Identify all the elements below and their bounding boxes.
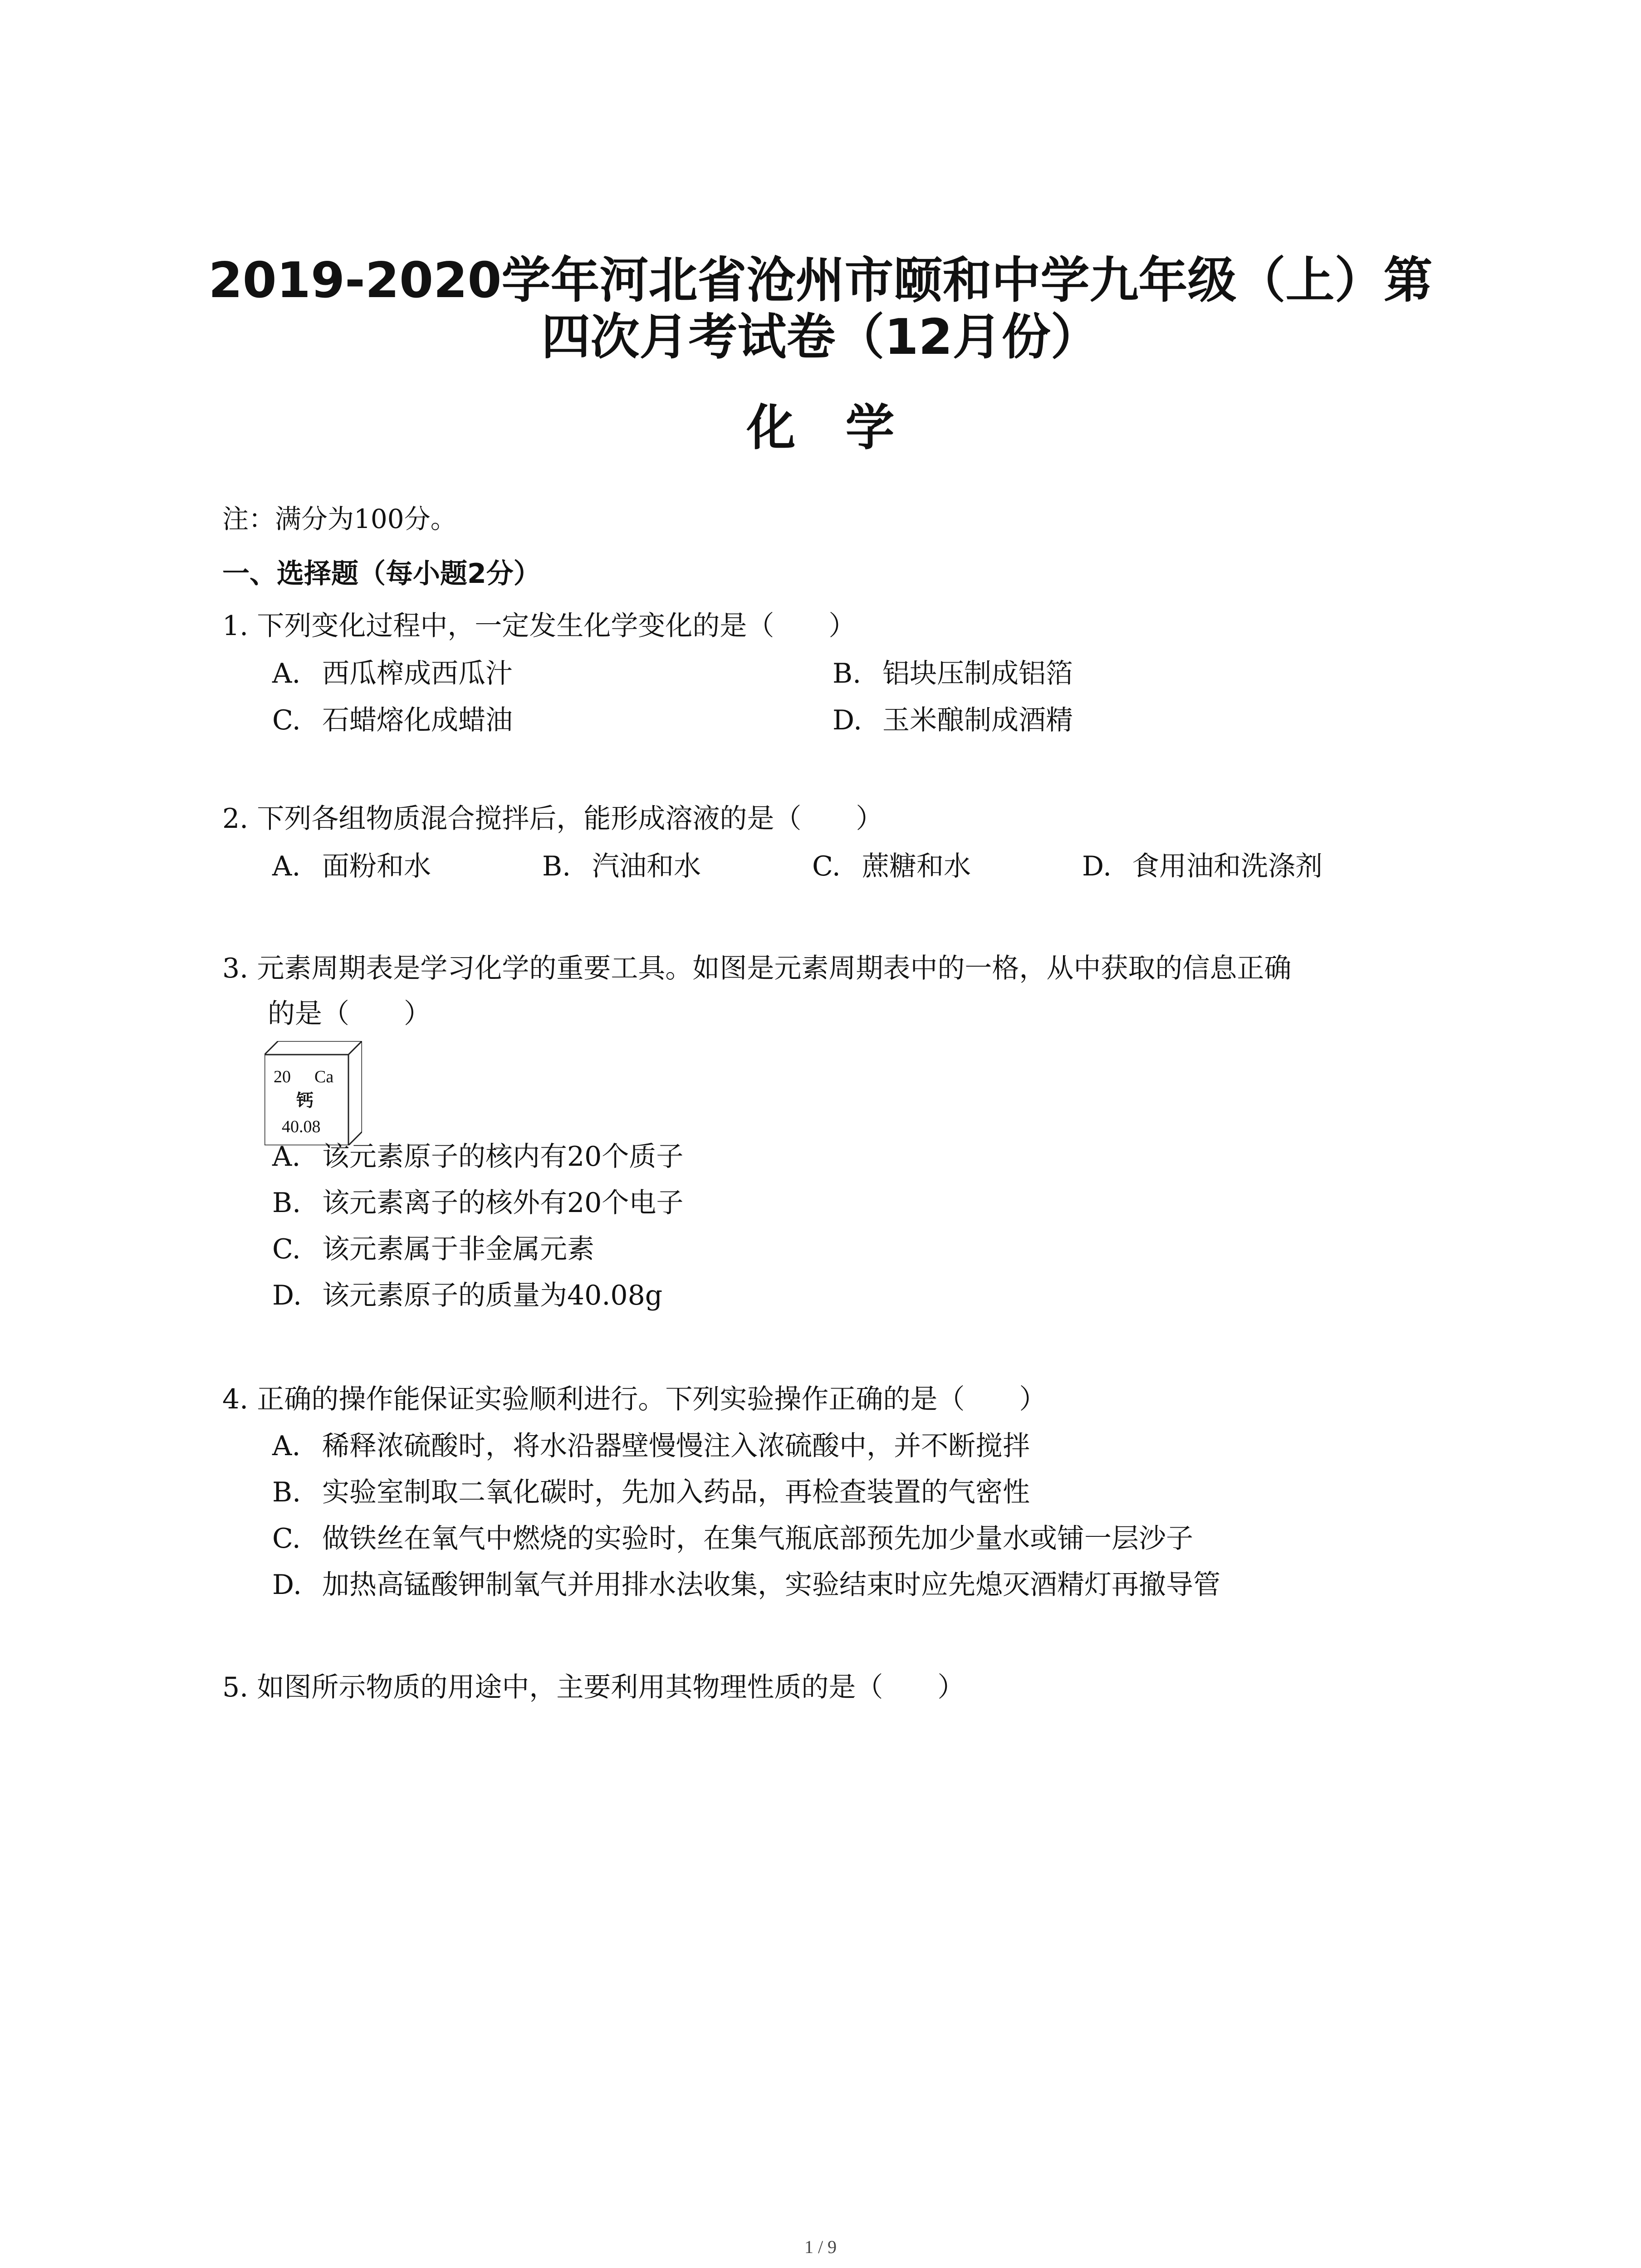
question-3-stem-continued: 的是（ ） — [268, 998, 431, 1030]
option-text: 该元素离子的核外有20个电子 — [322, 1187, 684, 1219]
option-text: 蔗糖和水 — [862, 850, 971, 882]
section-heading: 一、选择题（每小题2分） — [222, 558, 541, 590]
question-1-stem: 1. 下列变化过程中，一定发生化学变化的是（ ） — [222, 610, 856, 642]
option-letter: B. — [272, 1187, 301, 1219]
option-text: 食用油和洗涤剂 — [1132, 850, 1323, 882]
option-text: 稀释浓硫酸时，将水沿器壁慢慢注入浓硫酸中，并不断搅拌 — [322, 1430, 1030, 1462]
option-letter: D. — [272, 1569, 302, 1601]
option-letter: D. — [1082, 850, 1112, 882]
option-text: 该元素原子的质量为40.08g — [322, 1280, 663, 1311]
option-text: 玉米酿制成酒精 — [882, 704, 1073, 736]
option-letter: A. — [272, 850, 301, 882]
question-4-option-c — [272, 1525, 1193, 1552]
question-1-option-c — [272, 704, 513, 736]
option-letter: A. — [272, 1430, 301, 1462]
page-number: 1 / 9 — [804, 2237, 837, 2257]
question-4-option-d — [272, 1569, 1220, 1601]
atomic-number: 20 — [274, 1067, 291, 1086]
question-1-option-b — [833, 660, 1073, 687]
option-letter: C. — [272, 1523, 301, 1554]
question-2-option-a — [272, 850, 431, 882]
option-text: 该元素属于非金属元素 — [322, 1233, 594, 1265]
option-text: 做铁丝在氧气中燃烧的实验时，在集气瓶底部预先加少量水或铺一层沙子 — [322, 1523, 1193, 1554]
option-text: 铝块压制成铝箔 — [882, 658, 1073, 689]
question-3-option-a — [272, 1141, 684, 1173]
option-letter: A. — [272, 1141, 301, 1173]
question-2-option-c — [812, 850, 971, 882]
question-2-option-d — [1082, 850, 1323, 882]
option-text: 该元素原子的核内有20个质子 — [322, 1141, 684, 1173]
option-text: 实验室制取二氧化碳时，先加入药品，再检查装置的气密性 — [322, 1476, 1030, 1508]
option-letter: C. — [272, 704, 301, 736]
option-text: 面粉和水 — [322, 850, 431, 882]
option-letter: B. — [272, 1476, 301, 1508]
atomic-mass: 40.08 — [282, 1117, 321, 1136]
question-3-stem: 3. 元素周期表是学习化学的重要工具。如图是元素周期表中的一格，从中获取的信息正确 — [222, 953, 1292, 984]
option-text: 西瓜榨成西瓜汁 — [322, 658, 513, 689]
subject-title: 化学 — [746, 400, 945, 456]
question-5-stem: 5. 如图所示物质的用途中，主要利用其物理性质的是（ ） — [222, 1672, 965, 1703]
option-letter: A. — [272, 658, 301, 689]
question-3-option-b — [272, 1189, 683, 1217]
element-name: 钙 — [296, 1090, 314, 1110]
option-letter: C. — [272, 1233, 301, 1265]
option-letter: B. — [542, 850, 571, 882]
question-4-option-a — [272, 1432, 1030, 1460]
question-2-stem: 2. 下列各组物质混合搅拌后，能形成溶液的是（ ） — [222, 803, 883, 835]
option-letter: C. — [812, 850, 841, 882]
option-letter: B. — [833, 658, 862, 689]
question-1-option-d — [833, 704, 1073, 736]
score-note: 注：满分为100分。 — [222, 503, 457, 534]
question-2-option-b — [542, 850, 701, 882]
periodic-table-cell — [265, 1041, 362, 1145]
element-symbol: Ca — [314, 1067, 334, 1086]
option-text: 加热高锰酸钾制氧气并用排水法收集，实验结束时应先熄灭酒精灯再撤导管 — [322, 1569, 1220, 1601]
option-text: 石蜡熔化成蜡油 — [322, 704, 513, 736]
question-3-option-d — [272, 1282, 662, 1309]
option-text: 汽油和水 — [592, 850, 701, 882]
question-3-option-c — [272, 1233, 594, 1265]
question-4-stem: 4. 正确的操作能保证实验顺利进行。下列实验操作正确的是（ ） — [222, 1383, 1047, 1415]
exam-title-line2: 四次月考试卷（12月份） — [541, 309, 1100, 366]
option-letter: D. — [272, 1280, 302, 1311]
question-1-option-a — [272, 660, 513, 687]
question-4-option-b — [272, 1476, 1030, 1508]
option-letter: D. — [833, 704, 862, 736]
exam-title-line1: 2019-2020学年河北省沧州市颐和中学九年级（上）第 — [208, 252, 1433, 309]
